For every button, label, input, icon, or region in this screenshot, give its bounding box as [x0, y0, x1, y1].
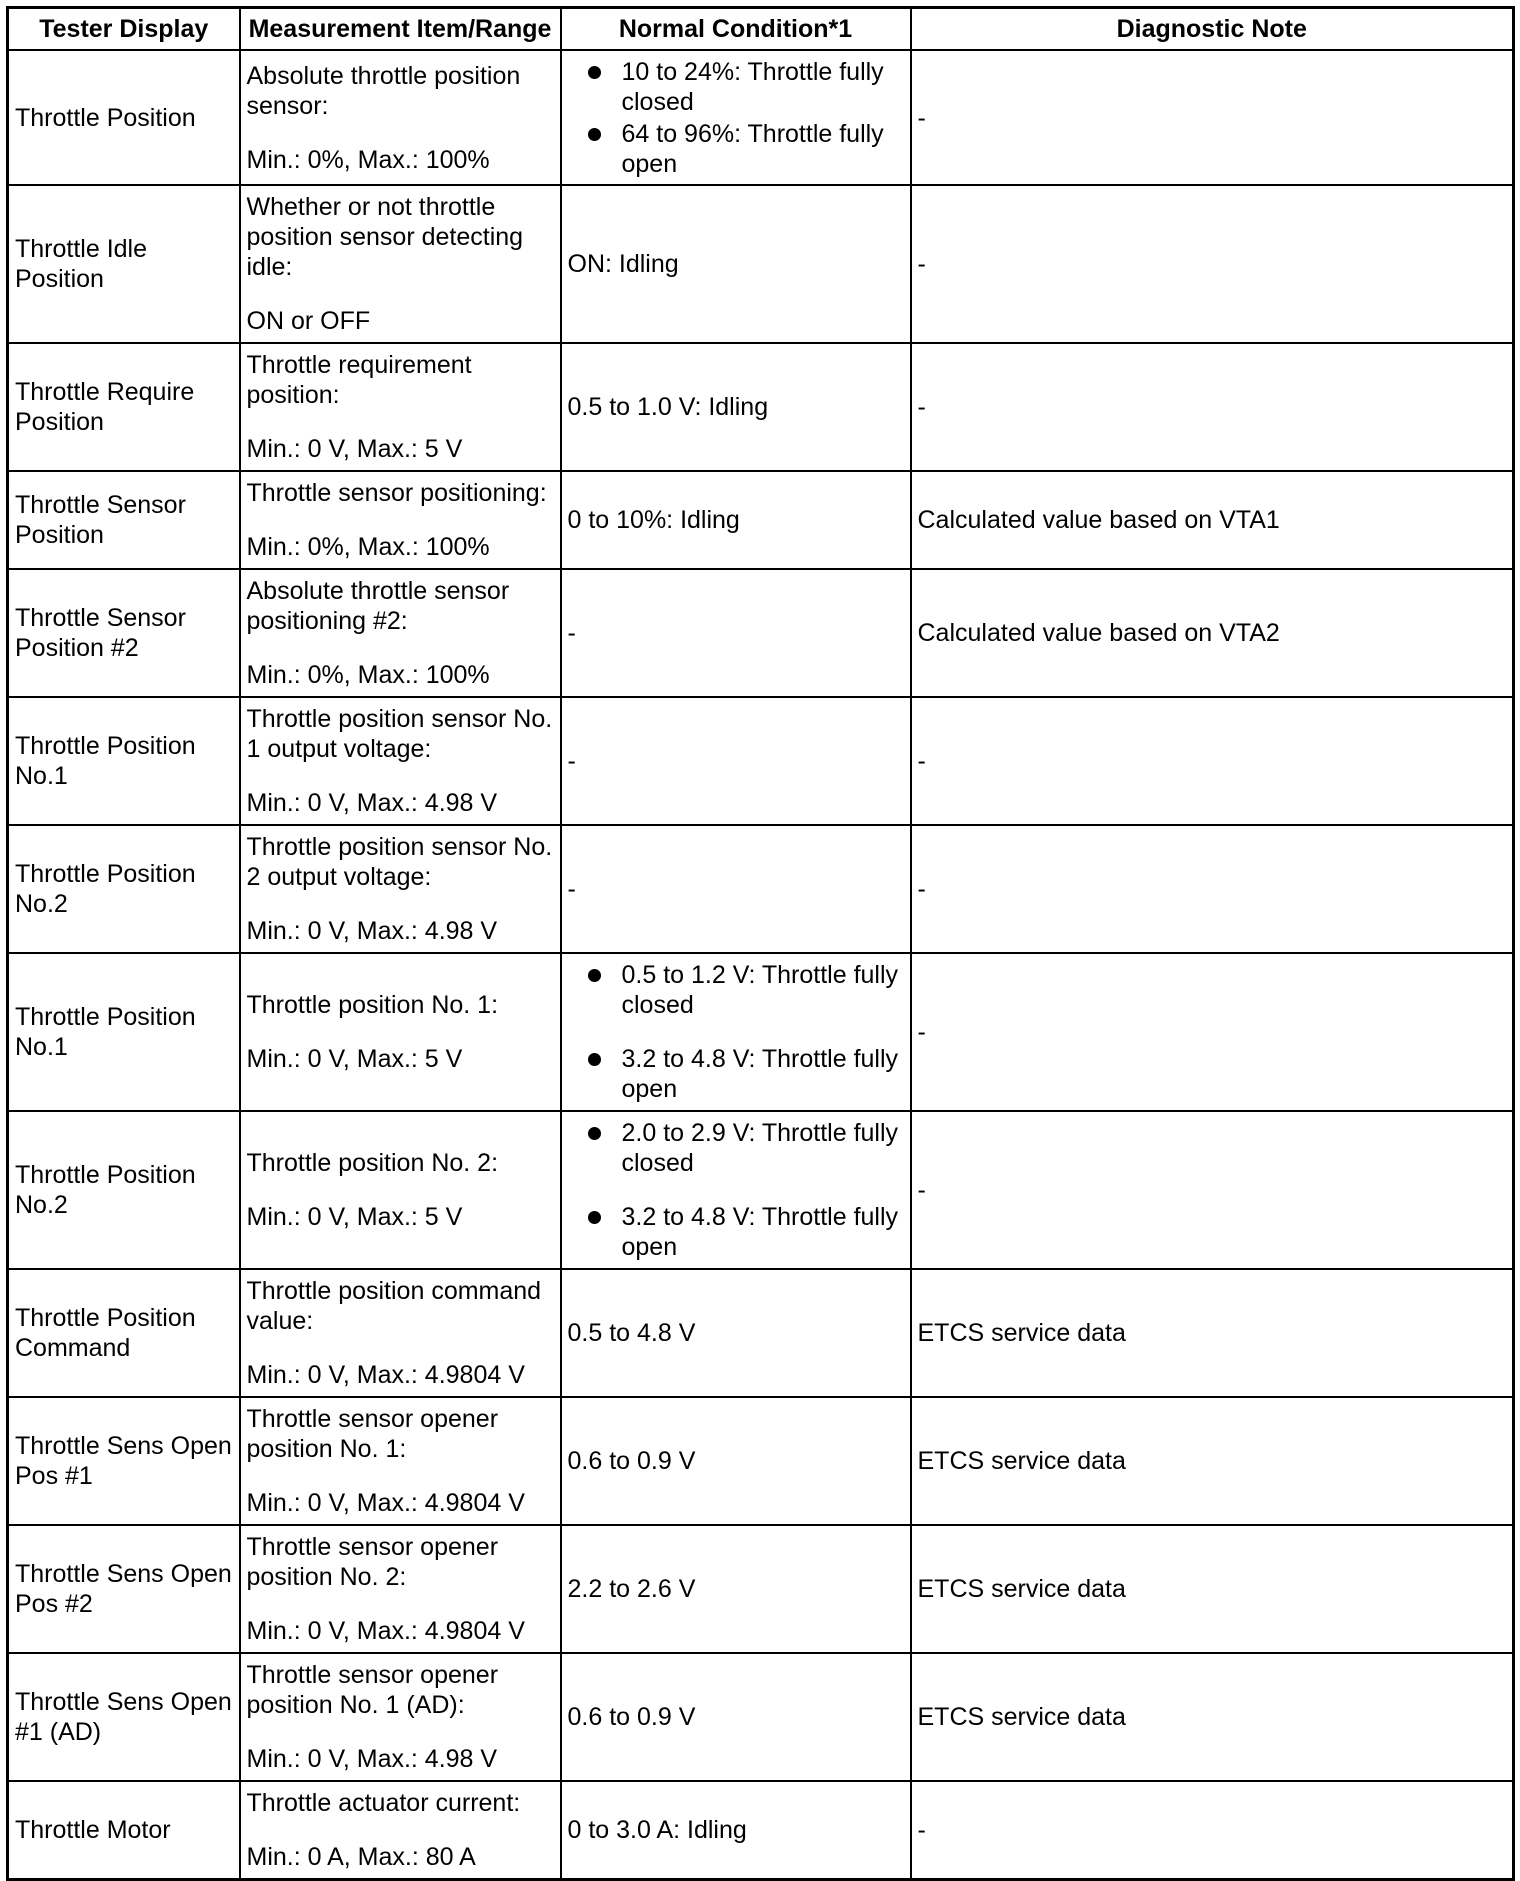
tester-display-cell: Throttle Position No.1: [8, 697, 240, 825]
table-header-row: [8, 8, 1514, 51]
measurement-cell: [240, 569, 561, 697]
condition-list: [568, 960, 904, 1104]
condition-text: -: [567, 747, 576, 775]
tester-display-cell: Throttle Sens Open #1 (AD): [8, 1653, 240, 1781]
table-row: [8, 471, 1514, 569]
measurement-range: Min.: 0%, Max.: 100%: [246, 661, 490, 689]
measurement-range: Min.: 0 V, Max.: 4.9804 V: [246, 1489, 525, 1517]
header-tester-display: Tester Display: [8, 8, 240, 51]
data-list-table: [6, 6, 1515, 1881]
measurement-range: Min.: 0 A, Max.: 80 A: [246, 1842, 476, 1871]
diagnostic-note-cell: -: [911, 953, 1514, 1111]
measurement-range: Min.: 0 V, Max.: 5 V: [246, 1045, 463, 1073]
diagnostic-note-cell: -: [911, 1781, 1514, 1879]
measurement-range: Min.: 0 V, Max.: 4.98 V: [246, 917, 498, 945]
table-row: [8, 50, 1514, 185]
normal-condition-cell: [561, 697, 911, 825]
tester-display-cell: Throttle Sens Open Pos #2: [8, 1525, 240, 1653]
normal-condition-cell: [561, 1781, 911, 1879]
condition-text: -: [567, 875, 576, 903]
tester-display-cell: Throttle Sensor Position #2: [8, 569, 240, 697]
tester-display-cell: Throttle Idle Position: [8, 185, 240, 343]
condition-text: 0.6 to 0.9 V: [567, 1447, 696, 1475]
measurement-cell: [240, 697, 561, 825]
measurement-item: Absolute throttle sensor positioning #2:: [246, 577, 510, 635]
header-measurement-item: Measurement Item/Range: [240, 8, 561, 51]
table-row: [8, 1397, 1514, 1525]
measurement-item: Throttle sensor opener position No. 1:: [246, 1405, 499, 1463]
condition-item: 10 to 24%: Throttle fully closed: [622, 57, 904, 117]
measurement-item: Throttle requirement position:: [246, 351, 472, 409]
table-row: [8, 953, 1514, 1111]
measurement-cell: [240, 1269, 561, 1397]
measurement-cell: [240, 1781, 561, 1879]
measurement-cell: [240, 343, 561, 471]
table-row: [8, 825, 1514, 953]
measurement-cell: [240, 1525, 561, 1653]
normal-condition-cell: [561, 953, 911, 1111]
measurement-range: Min.: 0 V, Max.: 5 V: [246, 1203, 463, 1231]
table-row: [8, 185, 1514, 343]
condition-text: 0.6 to 0.9 V: [567, 1703, 696, 1731]
condition-text: ON: Idling: [567, 250, 679, 278]
measurement-item: Throttle position No. 1:: [246, 991, 499, 1019]
measurement-item: Throttle sensor positioning:: [246, 479, 547, 507]
measurement-range: Min.: 0 V, Max.: 4.98 V: [246, 1745, 498, 1773]
condition-item: 2.0 to 2.9 V: Throttle fully closed: [622, 1118, 904, 1178]
measurement-range: Min.: 0 V, Max.: 4.98 V: [246, 789, 498, 817]
condition-item: 0.5 to 1.2 V: Throttle fully closed: [622, 960, 904, 1020]
tester-display-cell: Throttle Position No.2: [8, 1111, 240, 1269]
measurement-item: Throttle position command value:: [246, 1277, 542, 1335]
diagnostic-note-cell: Calculated value based on VTA2: [911, 569, 1514, 697]
measurement-item: Throttle sensor opener position No. 1 (AD):: [246, 1661, 499, 1719]
measurement-cell: [240, 825, 561, 953]
tester-display-cell: Throttle Position No.2: [8, 825, 240, 953]
measurement-cell: [240, 185, 561, 343]
table-row: [8, 1269, 1514, 1397]
measurement-item: Whether or not throttle position sensor detecting idle:: [246, 193, 524, 281]
diagnostic-note-cell: -: [911, 825, 1514, 953]
diagnostic-note-cell: ETCS service data: [911, 1653, 1514, 1781]
diagnostic-note-cell: -: [911, 1111, 1514, 1269]
measurement-range: Min.: 0%, Max.: 100%: [246, 533, 490, 561]
condition-text: 0 to 10%: Idling: [567, 506, 740, 534]
condition-text: 0.5 to 4.8 V: [567, 1319, 696, 1347]
measurement-cell: [240, 1653, 561, 1781]
measurement-cell: [240, 50, 561, 185]
condition-text: -: [567, 619, 576, 647]
measurement-range: Min.: 0 V, Max.: 5 V: [246, 435, 463, 463]
measurement-range: ON or OFF: [246, 307, 371, 335]
condition-list: [568, 57, 904, 179]
measurement-item: Throttle sensor opener position No. 2:: [246, 1533, 499, 1591]
normal-condition-cell: [561, 185, 911, 343]
normal-condition-cell: [561, 569, 911, 697]
header-normal-condition: Normal Condition*1: [561, 8, 911, 51]
measurement-range: Min.: 0 V, Max.: 4.9804 V: [246, 1361, 525, 1389]
table-row: [8, 697, 1514, 825]
normal-condition-cell: [561, 1653, 911, 1781]
condition-text: 2.2 to 2.6 V: [567, 1575, 696, 1603]
tester-display-cell: Throttle Position: [8, 50, 240, 185]
measurement-range: Min.: 0%, Max.: 100%: [246, 145, 490, 174]
normal-condition-cell: [561, 1397, 911, 1525]
normal-condition-cell: [561, 343, 911, 471]
table-row: [8, 569, 1514, 697]
tester-display-cell: Throttle Position No.1: [8, 953, 240, 1111]
tester-display-cell: Throttle Sens Open Pos #1: [8, 1397, 240, 1525]
measurement-cell: [240, 953, 561, 1111]
table-row: [8, 1111, 1514, 1269]
normal-condition-cell: [561, 1525, 911, 1653]
measurement-cell: [240, 1111, 561, 1269]
diagnostic-note-cell: Calculated value based on VTA1: [911, 471, 1514, 569]
diagnostic-note-cell: -: [911, 50, 1514, 185]
table-row: [8, 1525, 1514, 1653]
measurement-range: Min.: 0 V, Max.: 4.9804 V: [246, 1617, 525, 1645]
table-row: [8, 343, 1514, 471]
condition-item: 3.2 to 4.8 V: Throttle fully open: [622, 1044, 904, 1104]
tester-display-cell: Throttle Position Command: [8, 1269, 240, 1397]
condition-item: 64 to 96%: Throttle fully open: [622, 119, 904, 179]
normal-condition-cell: [561, 825, 911, 953]
diagnostic-note-cell: ETCS service data: [911, 1269, 1514, 1397]
table-row: [8, 1781, 1514, 1879]
table-row: [8, 1653, 1514, 1781]
measurement-cell: [240, 471, 561, 569]
condition-text: 0 to 3.0 A: Idling: [567, 1815, 747, 1844]
normal-condition-cell: [561, 1269, 911, 1397]
normal-condition-cell: [561, 1111, 911, 1269]
condition-item: 3.2 to 4.8 V: Throttle fully open: [622, 1202, 904, 1262]
condition-list: [568, 1118, 904, 1262]
measurement-item: Absolute throttle position sensor:: [246, 61, 521, 120]
tester-display-cell: Throttle Sensor Position: [8, 471, 240, 569]
header-diagnostic-note: Diagnostic Note: [911, 8, 1514, 51]
tester-display-cell: Throttle Require Position: [8, 343, 240, 471]
diagnostic-note-cell: -: [911, 697, 1514, 825]
diagnostic-note-cell: -: [911, 343, 1514, 471]
diagnostic-note-cell: -: [911, 185, 1514, 343]
measurement-item: Throttle position sensor No. 1 output voltage:: [246, 705, 553, 763]
normal-condition-cell: [561, 50, 911, 185]
condition-text: 0.5 to 1.0 V: Idling: [567, 393, 769, 421]
measurement-cell: [240, 1397, 561, 1525]
normal-condition-cell: [561, 471, 911, 569]
measurement-item: Throttle position No. 2:: [246, 1149, 499, 1177]
tester-display-cell: Throttle Motor: [8, 1781, 240, 1879]
diagnostic-note-cell: ETCS service data: [911, 1397, 1514, 1525]
diagnostic-note-cell: ETCS service data: [911, 1525, 1514, 1653]
measurement-item: Throttle position sensor No. 2 output voltage:: [246, 833, 553, 891]
measurement-item: Throttle actuator current:: [246, 1788, 521, 1817]
